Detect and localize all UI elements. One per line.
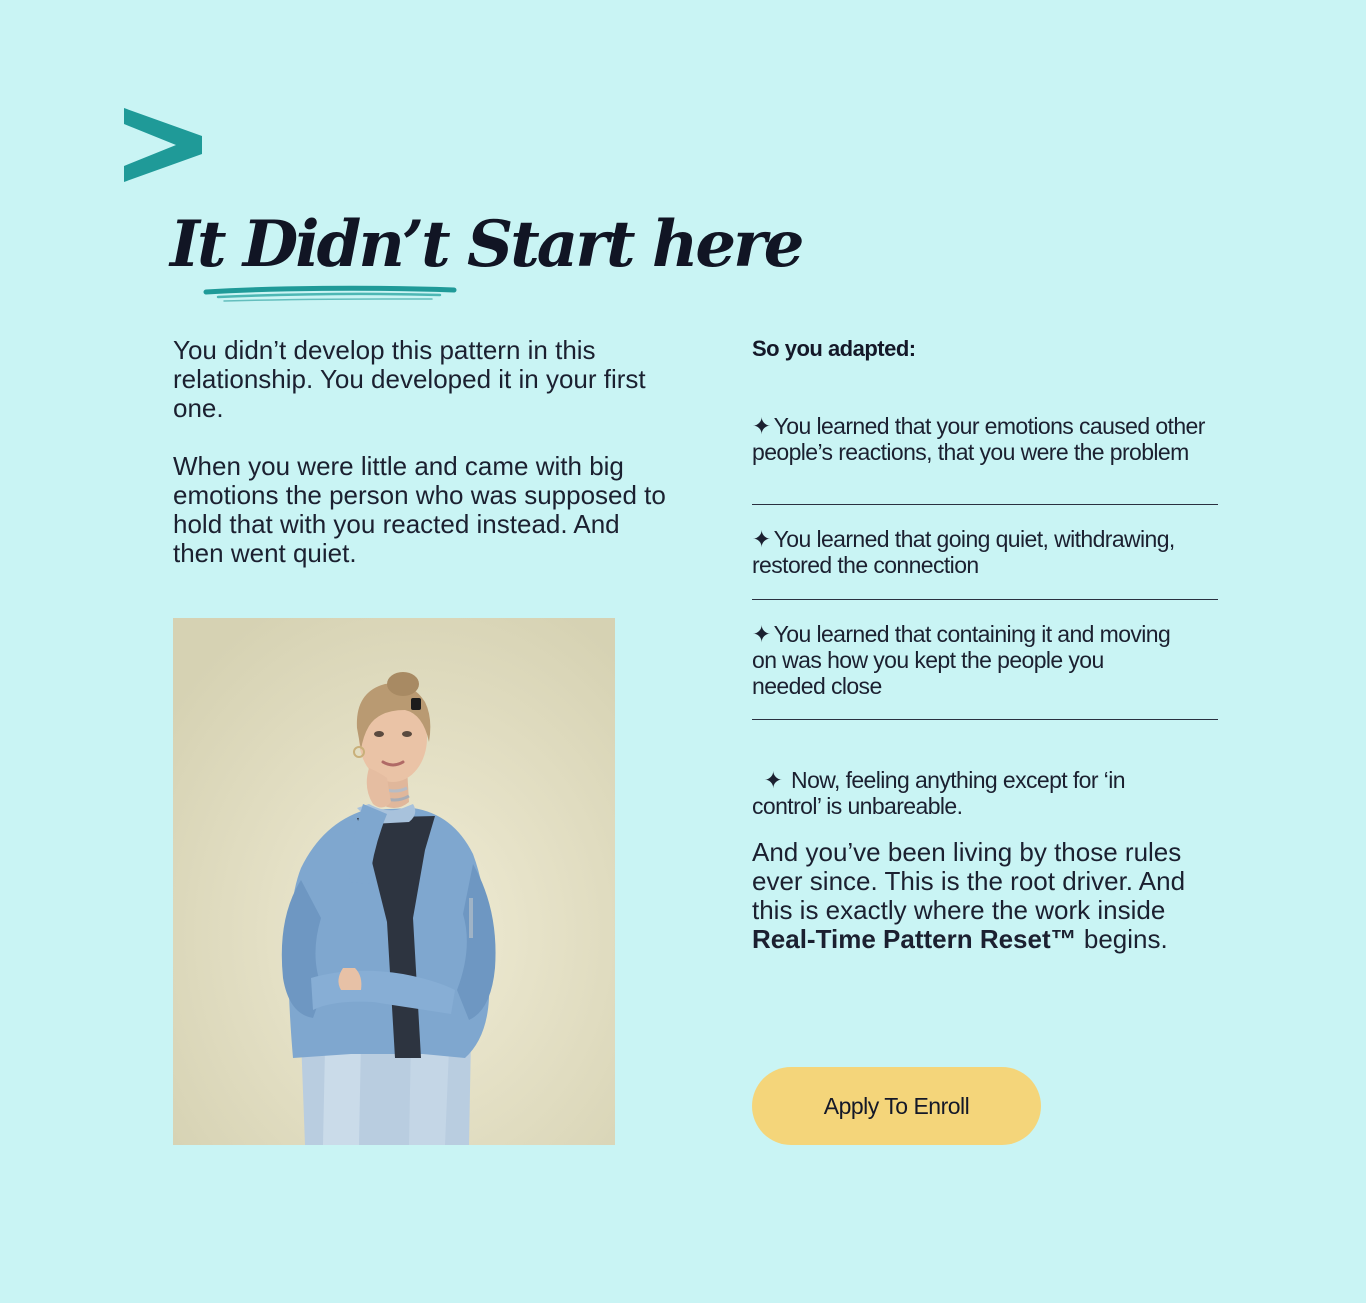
brush-underline xyxy=(200,283,458,305)
woman-portrait-photo xyxy=(173,618,615,1145)
adapted-heading: So you adapted: xyxy=(752,336,916,361)
sparkle-icon: ✦ xyxy=(763,767,783,793)
intro-paragraph-1: You didn’t develop this pattern in this relationship. You developed it in your first one. xyxy=(173,335,646,423)
list-item-text: You learned that going quiet, withdrawing, restored the connection xyxy=(752,526,1175,578)
divider xyxy=(752,504,1218,505)
list-item xyxy=(752,741,1192,819)
sparkle-icon: ✦ xyxy=(752,413,771,439)
closing-text: And you’ve been living by those rules ever since. This is the root driver. And this is exactly where the work inside Real-Time Pattern Reset™ begins. xyxy=(752,837,1186,954)
list-item xyxy=(752,413,1218,465)
intro-paragraph-2: When you were little and came with big emotions the person who was supposed to hold that with you reacted instead. And then went quiet. xyxy=(173,451,666,568)
page-title: It Didn’t Start here xyxy=(170,207,802,282)
apply-to-enroll-button[interactable]: Apply To Enroll xyxy=(752,1067,1041,1145)
program-name: Real-Time Pattern Reset™ xyxy=(752,924,1077,954)
sparkle-icon: ✦ xyxy=(752,526,771,552)
list-item xyxy=(752,526,1218,578)
list-item xyxy=(752,621,1172,699)
divider xyxy=(752,599,1218,600)
chevron-right-icon xyxy=(124,108,202,182)
divider xyxy=(752,719,1218,720)
sparkle-icon: ✦ xyxy=(752,621,771,647)
list-item-text: You learned that containing it and moving on was how you kept the people you needed close xyxy=(752,621,1171,699)
intro-text xyxy=(173,336,673,597)
list-item-text: You learned that your emotions caused other people’s reactions, that you were the problem xyxy=(752,413,1205,465)
list-item-text: Now, feeling anything except for ‘in control’ is unbareable. xyxy=(752,767,1131,819)
